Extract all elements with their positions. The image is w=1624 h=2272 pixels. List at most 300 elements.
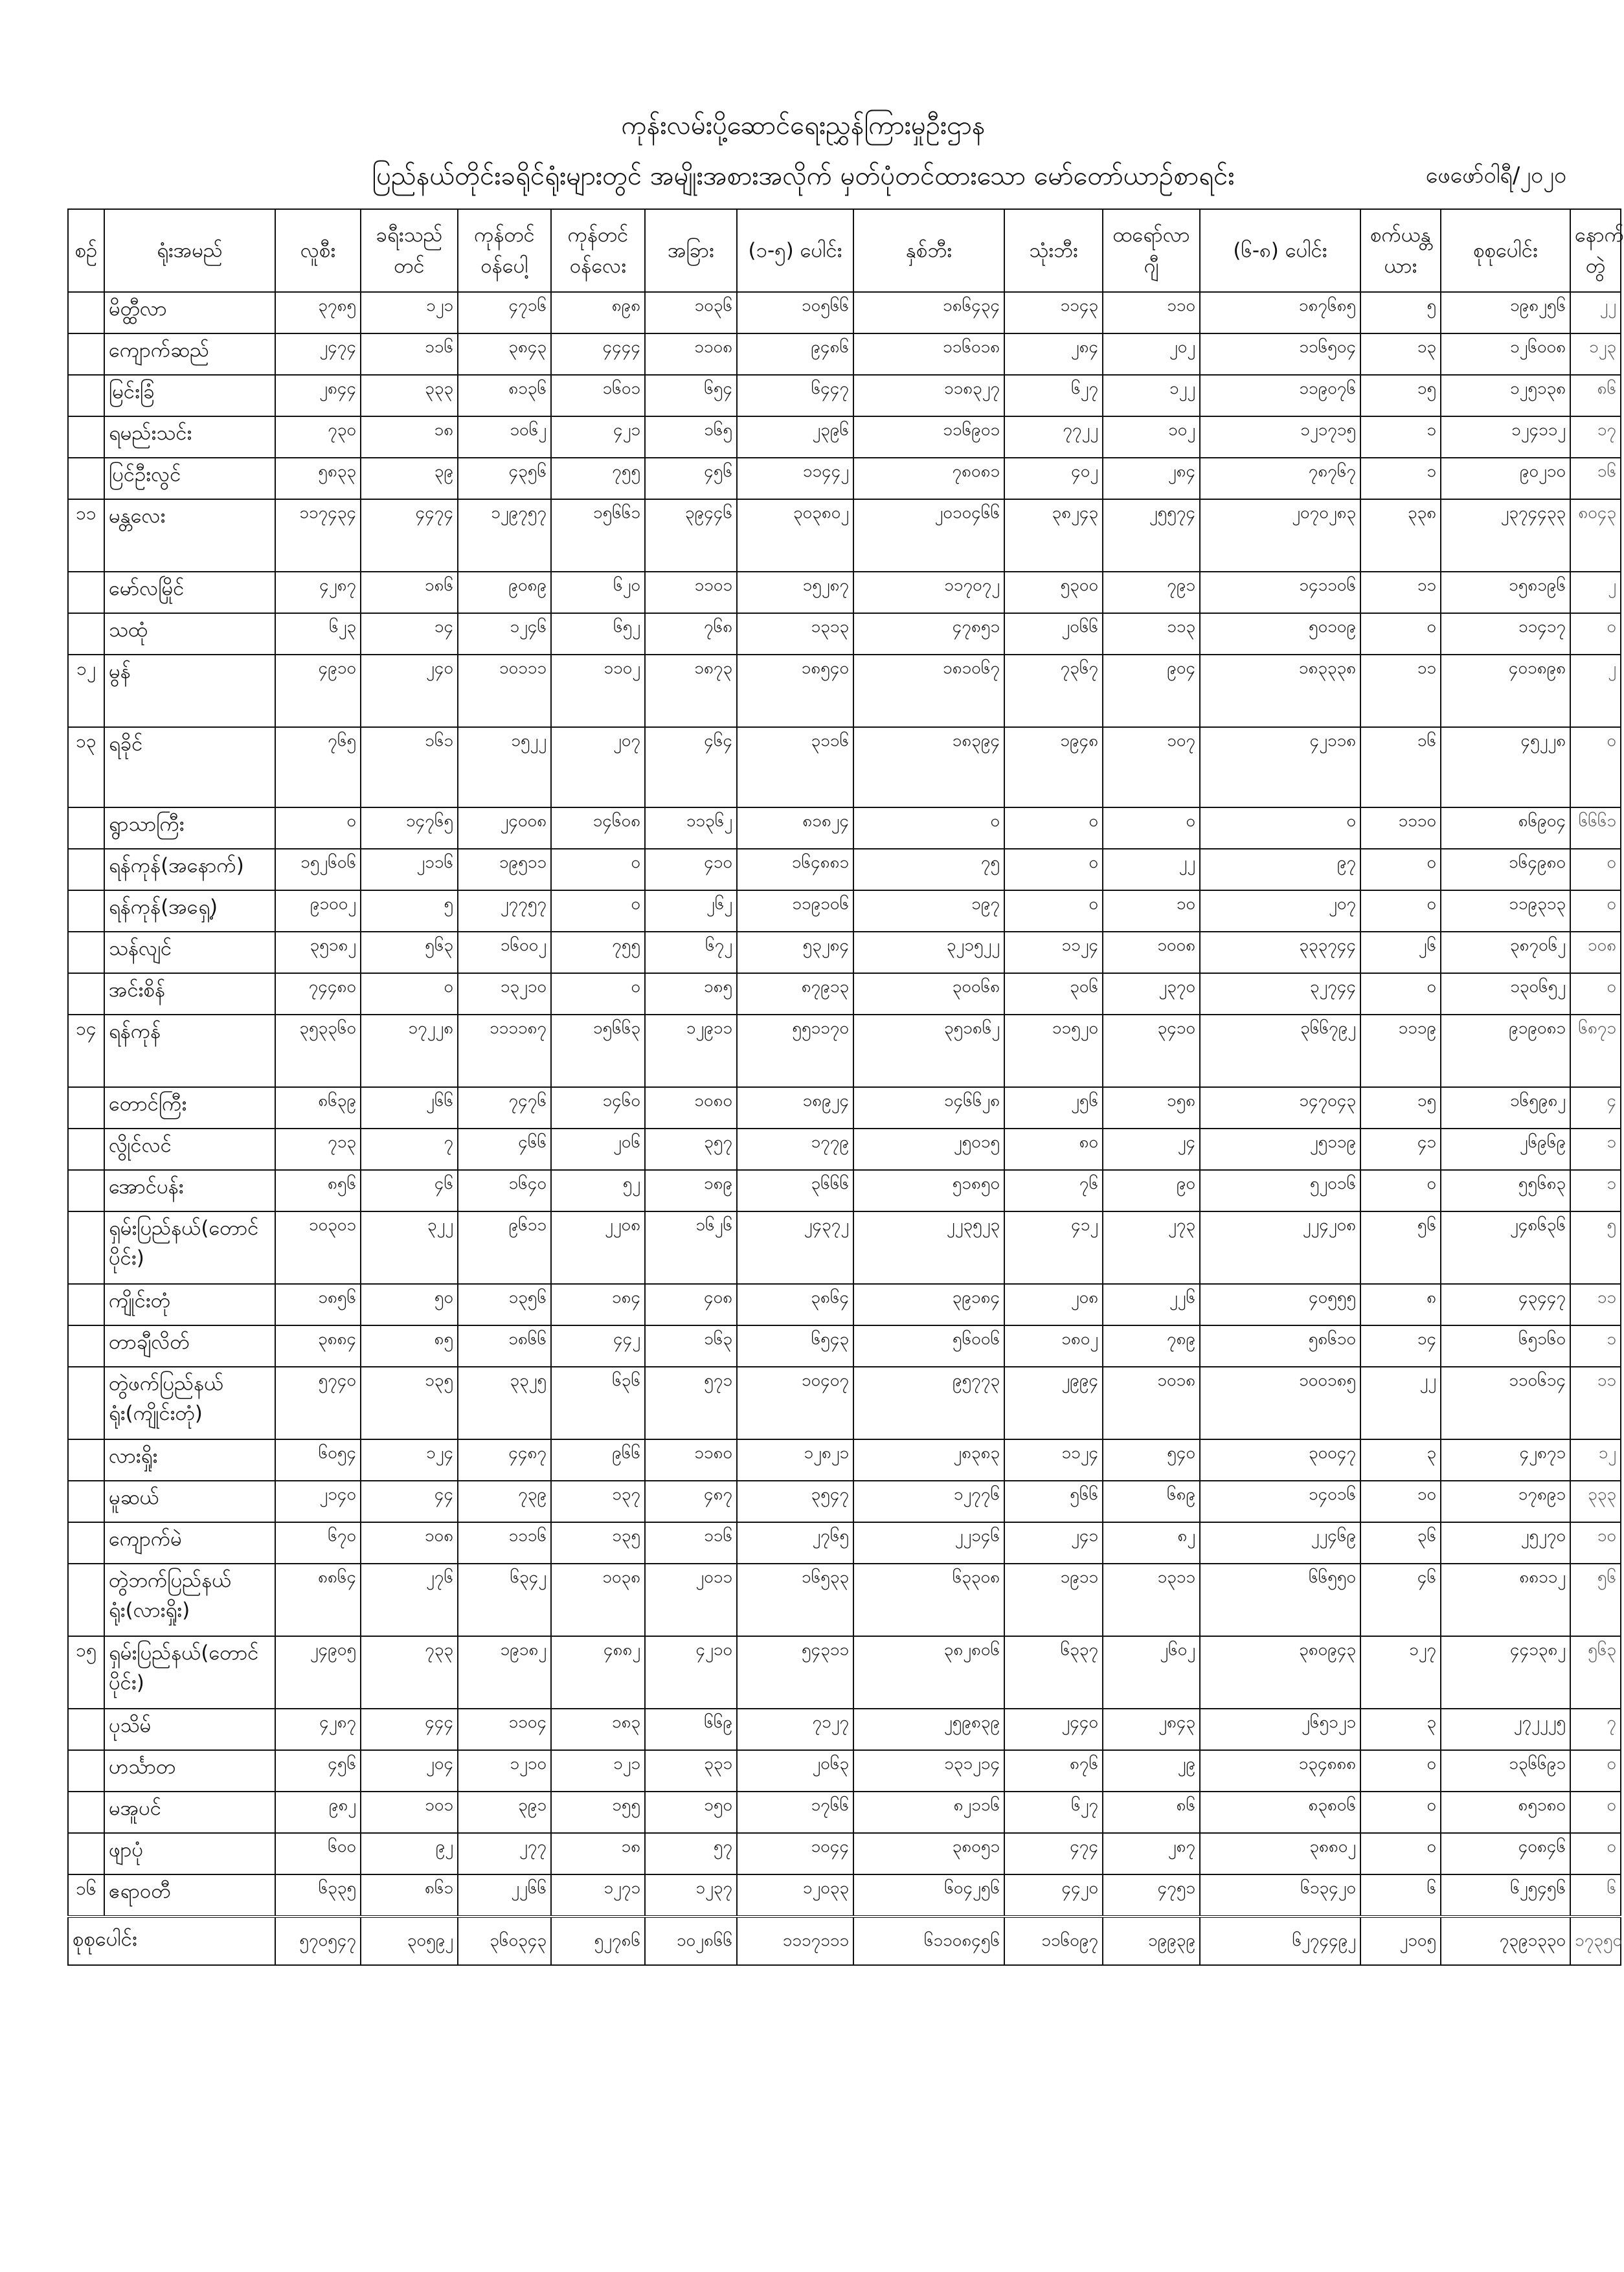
table-cell: ၅၆၀၀၆ — [853, 1325, 1004, 1367]
table-cell: ၉၂ — [361, 1833, 458, 1874]
table-cell: ၇၉၁ — [1103, 572, 1200, 613]
table-cell: ၅၆ — [1570, 1564, 1621, 1636]
row-seq — [68, 1170, 104, 1211]
table-cell: ၁၂၄ — [361, 1439, 458, 1481]
table-cell: ၁၂၁ — [551, 1750, 645, 1792]
table-cell: ၃၁၁၆ — [737, 727, 853, 807]
table-cell: ၁၇၂၂၈ — [361, 1015, 458, 1087]
table-cell: ၂၁၁၆ — [361, 849, 458, 890]
table-cell: ၅ — [361, 890, 458, 932]
table-cell: ၀ — [1570, 1833, 1621, 1874]
table-cell: ၈၅၆ — [275, 1170, 361, 1211]
table-cell: ၁၉၄၈ — [1004, 727, 1103, 807]
table-cell: ၁၃၁၁ — [1103, 1564, 1200, 1636]
office-name: အင်းစိန် — [104, 973, 275, 1015]
table-cell: ၄၆ — [1360, 1564, 1441, 1636]
table-cell: ၂၈၃၈၃ — [853, 1439, 1004, 1481]
table-cell: ၅၈၆၁၀ — [1200, 1325, 1360, 1367]
table-row — [68, 375, 1621, 416]
table-cell: ၁၁၀၁ — [645, 572, 737, 613]
table-cell: ၀ — [1570, 727, 1621, 807]
table-row — [68, 1439, 1621, 1481]
table-row — [68, 932, 1621, 973]
column-header: ကုန်တင်ဝန်လေး — [551, 209, 645, 292]
table-cell: ၇၈၀၈၁ — [853, 458, 1004, 499]
table-cell: ၂၀၇ — [551, 727, 645, 807]
table-row — [68, 1564, 1621, 1636]
table-cell: ၂၄ — [1103, 1129, 1200, 1170]
table-cell: ၉၁၀၀၂ — [275, 890, 361, 932]
table-cell: ၈၈၆၄ — [275, 1564, 361, 1636]
table-cell: ၁၂၁၇၁၅ — [1200, 416, 1360, 458]
table-cell: ၀ — [1004, 807, 1103, 849]
table-cell: ၆၂၃ — [275, 613, 361, 655]
table-cell: ၇၄၄၈၀ — [275, 973, 361, 1015]
table-cell: ၅၇၄၀ — [275, 1367, 361, 1439]
table-cell: ၁၀၀၈ — [1103, 932, 1200, 973]
table-cell: ၄၉၁၀ — [275, 655, 361, 727]
table-cell: ၄၄၈၇ — [458, 1439, 551, 1481]
table-cell: ၁၈၄ — [551, 1284, 645, 1325]
office-name: ရမည်းသင်း — [104, 416, 275, 458]
table-cell: ၁၂၇ — [1360, 1636, 1441, 1709]
table-cell: ၁၈၁၀၆၇ — [853, 655, 1004, 727]
table-cell: ၁၂၁ — [361, 292, 458, 333]
office-name: ရခိုင် — [104, 727, 275, 807]
table-cell: ၂၅၀၁၅ — [853, 1129, 1004, 1170]
table-cell: ၈၈၁၁၂ — [1441, 1564, 1570, 1636]
table-cell: ၁၄ — [361, 613, 458, 655]
table-cell: ၁၁၀၂ — [551, 655, 645, 727]
office-name: ရှမ်းပြည်နယ်(တောင်ပိုင်း) — [104, 1211, 275, 1284]
table-cell: ၀ — [1570, 849, 1621, 890]
table-cell: ၁၂၉၁၁ — [645, 1015, 737, 1087]
table-cell: ၁၃ — [1360, 333, 1441, 375]
table-cell: ၁၇၈၉၁ — [1441, 1481, 1570, 1522]
table-cell: ၄၆၆ — [458, 1129, 551, 1170]
table-cell: ၁၂၃ — [1570, 333, 1621, 375]
table-cell: ၆ — [1360, 1874, 1441, 1917]
total-row — [68, 1917, 1621, 1965]
table-cell: ၄၅၆ — [645, 458, 737, 499]
office-name: ဧရာဝတီ — [104, 1874, 275, 1917]
table-cell: ၈၆၃၉ — [275, 1087, 361, 1129]
table-cell: ၂၅၂၇၀ — [1441, 1522, 1570, 1564]
table-cell: ၅၅၆၈၃ — [1441, 1170, 1570, 1211]
table-cell: ၄၃၅၆ — [458, 458, 551, 499]
table-cell: ၆၅၁၆၀ — [1441, 1325, 1570, 1367]
table-row — [68, 1087, 1621, 1129]
table-cell: ၇၄၇၆ — [458, 1087, 551, 1129]
table-cell: ၁၄၆၀၈ — [551, 807, 645, 849]
table-cell: ၁၁၂၄ — [1004, 1439, 1103, 1481]
table-cell: ၁၉၅၁၁ — [458, 849, 551, 890]
table-cell: ၃၆၆၇၉၂ — [1200, 1015, 1360, 1087]
table-cell: ၆၃၄၂ — [458, 1564, 551, 1636]
table-cell: ၁၈၅၆ — [275, 1284, 361, 1325]
table-cell: ၁၅၅ — [551, 1792, 645, 1833]
table-cell: ၆၈၇၁ — [1570, 1015, 1621, 1087]
table-cell: ၄၀၁၈၉၈ — [1441, 655, 1570, 727]
table-cell: ၁၁၂၄ — [1004, 932, 1103, 973]
table-row — [68, 1636, 1621, 1709]
table-cell: ၅၁၈၅၀ — [853, 1170, 1004, 1211]
table-cell: ၁၀၁၈ — [1103, 1367, 1200, 1439]
column-header: စက်ယန္တယား — [1360, 209, 1441, 292]
table-cell: ၀ — [1360, 1792, 1441, 1833]
table-row — [68, 1325, 1621, 1367]
table-cell: ၁၈၆ — [361, 572, 458, 613]
table-cell: ၁၁၁၁၈၇ — [458, 1015, 551, 1087]
table-cell: ၈၆၁ — [361, 1874, 458, 1917]
table-cell: ၃၀၀၆၈ — [853, 973, 1004, 1015]
table-cell: ၁၁ — [1360, 572, 1441, 613]
table-cell: ၉၇ — [1200, 849, 1360, 890]
table-cell: ၁၀၃၀၁ — [275, 1211, 361, 1284]
table-cell: ၀ — [1570, 973, 1621, 1015]
table-cell: ၁၁ — [1360, 655, 1441, 727]
table-cell: ၃၃၈ — [1360, 499, 1441, 572]
office-name: လွိုင်လင် — [104, 1129, 275, 1170]
table-cell: ၆၂၇ — [1004, 375, 1103, 416]
table-cell: ၃၀၆ — [1004, 973, 1103, 1015]
table-cell: ၈၀၄၃ — [1570, 499, 1621, 572]
row-seq: ၁၄ — [68, 1015, 104, 1087]
table-cell: ၇၃၆၇ — [1004, 655, 1103, 727]
table-cell: ၁၃၀၆၅၂ — [1441, 973, 1570, 1015]
table-cell: ၁၈၆၄၃၄ — [853, 292, 1004, 333]
table-cell: ၄၇၄ — [1004, 1833, 1103, 1874]
table-cell: ၂၀၂ — [1103, 333, 1200, 375]
table-cell: ၂၀၁၁ — [645, 1564, 737, 1636]
table-cell: ၈၉၈ — [551, 292, 645, 333]
table-row — [68, 1522, 1621, 1564]
office-name: တွဲဘက်ပြည်နယ်ရုံး(လားရှိုး) — [104, 1564, 275, 1636]
table-cell: ၁၁ — [1570, 1367, 1621, 1439]
table-cell: ၇၁၃ — [275, 1129, 361, 1170]
table-cell: ၈၀ — [1004, 1129, 1103, 1170]
table-row — [68, 1129, 1621, 1170]
table-cell: ၂၂ — [1103, 849, 1200, 890]
office-name: ကျိုင်းတုံ — [104, 1284, 275, 1325]
table-cell: ၁၅၂၈၇ — [737, 572, 853, 613]
table-cell: ၆၃၃၇ — [1004, 1636, 1103, 1709]
table-cell: ၂၅၁၁၉ — [1200, 1129, 1360, 1170]
table-cell: ၁၈၇၃ — [645, 655, 737, 727]
table-cell: ၁၁၃၆၂ — [645, 807, 737, 849]
table-cell: ၄၀၈ — [645, 1284, 737, 1325]
table-cell: ၅၅၁၁၇၀ — [737, 1015, 853, 1087]
table-cell: ၁၆၂၆ — [645, 1211, 737, 1284]
table-cell: ၁၅၆၆၃ — [551, 1015, 645, 1087]
table-cell: ၁၃၁၃ — [737, 613, 853, 655]
table-row — [68, 1015, 1621, 1087]
table-cell: ၂၂၃၅၂၃ — [853, 1211, 1004, 1284]
table-cell: ၂၃၇၀ — [1103, 973, 1200, 1015]
table-cell: ၁၁၁၆ — [458, 1522, 551, 1564]
table-row — [68, 416, 1621, 458]
table-row — [68, 807, 1621, 849]
table-cell: ၁၅၈၁၉၆ — [1441, 572, 1570, 613]
table-cell: ၁၀၄၄ — [737, 1833, 853, 1874]
row-seq — [68, 890, 104, 932]
row-seq — [68, 807, 104, 849]
table-cell: ၂၆၂ — [645, 890, 737, 932]
table-row — [68, 333, 1621, 375]
table-cell: ၃၅၁၈၆၂ — [853, 1015, 1004, 1087]
total-cell: ၃၆၀၃၄၃ — [458, 1917, 551, 1965]
table-cell: ၄၁ — [1360, 1129, 1441, 1170]
table-cell: ၂၂၄၆၉ — [1200, 1522, 1360, 1564]
office-name: မော်လမြိုင် — [104, 572, 275, 613]
table-cell: ၁၂၀၃၃ — [737, 1874, 853, 1917]
table-cell: ၄၄၁၃၈၂ — [1441, 1636, 1570, 1709]
office-name: ရန်ကုန် — [104, 1015, 275, 1087]
table-cell: ၉၈၂ — [275, 1792, 361, 1833]
table-cell: ၂၅၅၇၄ — [1103, 499, 1200, 572]
table-cell: ၃၈၀၅၁ — [853, 1833, 1004, 1874]
table-cell: ၁၁၀၆၁၄ — [1441, 1367, 1570, 1439]
table-cell: ၁၀၁ — [361, 1792, 458, 1833]
table-cell: ၂၄၀ — [361, 655, 458, 727]
table-cell: ၂၇၂၂၂၅ — [1441, 1709, 1570, 1750]
table-cell: ၀ — [853, 807, 1004, 849]
table-cell: ၄၃၄၄၇ — [1441, 1284, 1570, 1325]
office-name: လားရှိုး — [104, 1439, 275, 1481]
row-seq — [68, 1367, 104, 1439]
row-seq — [68, 1564, 104, 1636]
table-cell: ၅၀၁၀၉ — [1200, 613, 1360, 655]
table-cell: ၇၈၇၆၇ — [1200, 458, 1360, 499]
table-cell: ၇၆၅ — [275, 727, 361, 807]
table-cell: ၆၂၇ — [1004, 1792, 1103, 1833]
row-seq: ၁၁ — [68, 499, 104, 572]
table-cell: ၁၈၉ — [645, 1170, 737, 1211]
table-cell: ၅၄၀ — [1103, 1439, 1200, 1481]
total-cell: ၅၇၀၅၄၇ — [275, 1917, 361, 1965]
column-header: နောက်တွဲ — [1570, 209, 1621, 292]
table-cell: ၃၆ — [1360, 1522, 1441, 1564]
table-cell: ၂၃၉၆ — [737, 416, 853, 458]
table-cell: ၃၉၁ — [458, 1792, 551, 1833]
table-cell: ၈၁၈၂၄ — [737, 807, 853, 849]
table-cell: ၁၀၂ — [1103, 416, 1200, 458]
table-cell: ၁၂၃၇ — [645, 1874, 737, 1917]
table-cell: ၀ — [1360, 1750, 1441, 1792]
column-header: စဉ် — [68, 209, 104, 292]
vehicle-registration-table — [67, 208, 1624, 1966]
table-cell: ၂၆၀၂ — [1103, 1636, 1200, 1709]
row-seq — [68, 849, 104, 890]
table-cell: ၁၄၀၁၆ — [1200, 1481, 1360, 1522]
table-cell: ၁၁၆၀၁၈ — [853, 333, 1004, 375]
table-cell: ၂၀၄ — [361, 1750, 458, 1792]
table-cell: ၂၉၉၄ — [1004, 1367, 1103, 1439]
office-name: ရှမ်းပြည်နယ်(တောင်ပိုင်း) — [104, 1636, 275, 1709]
table-row — [68, 655, 1621, 727]
table-cell: ၁၀၈၀ — [645, 1087, 737, 1129]
row-seq — [68, 458, 104, 499]
table-cell: ၂ — [1570, 655, 1621, 727]
table-cell: ၂၆၆ — [361, 1087, 458, 1129]
table-cell: ၃၈၄၃ — [458, 333, 551, 375]
table-cell: ၂၄၈၆၃၆ — [1441, 1211, 1570, 1284]
table-cell: ၁၁၆ — [361, 333, 458, 375]
table-cell: ၂၆ — [1360, 932, 1441, 973]
table-cell: ၀ — [1004, 890, 1103, 932]
table-cell: ၅ — [1360, 292, 1441, 333]
table-row — [68, 1709, 1621, 1750]
table-cell: ၁၇ — [1570, 416, 1621, 458]
table-header-row — [68, 209, 1621, 292]
table-cell: ၂၀၆၆ — [1004, 613, 1103, 655]
table-cell: ၁၁၆၉၀၁ — [853, 416, 1004, 458]
table-cell: ၅၂၀၁၆ — [1200, 1170, 1360, 1211]
row-seq: ၁၃ — [68, 727, 104, 807]
table-cell: ၇၈၉ — [1103, 1325, 1200, 1367]
row-seq — [68, 1481, 104, 1522]
table-cell: ၂၇၇၅၇ — [458, 890, 551, 932]
table-cell: ၂၄၄၀ — [1004, 1709, 1103, 1750]
table-cell: ၁၃၄၈၈၈ — [1200, 1750, 1360, 1792]
table-cell: ၄၂၁၀ — [645, 1636, 737, 1709]
table-cell: ၁၂၆၀၀၈ — [1441, 333, 1570, 375]
table-cell: ၇၇၂၂ — [1004, 416, 1103, 458]
table-cell: ၁၀၃၆ — [645, 292, 737, 333]
row-seq — [68, 1750, 104, 1792]
table-cell: ၄၇၁၆ — [458, 292, 551, 333]
table-row — [68, 499, 1621, 572]
table-cell: ၂၆၅၁၂၁ — [1200, 1709, 1360, 1750]
row-seq — [68, 1284, 104, 1325]
table-cell: ၈၇၆ — [1004, 1750, 1103, 1792]
table-cell: ၁၂၂ — [1103, 375, 1200, 416]
report-date: ဖေဖော်ဝါရီ/၂၀၂၀ — [1425, 163, 1566, 188]
table-cell: ၃၂၇၄၄ — [1200, 973, 1360, 1015]
table-cell: ၁၁ — [1570, 1284, 1621, 1325]
table-cell: ၄၄၄ — [361, 1709, 458, 1750]
office-name: မိတ္ထီလာ — [104, 292, 275, 333]
table-cell: ၈၇၉၁၃ — [737, 973, 853, 1015]
table-cell: ၄၄၄၄ — [551, 333, 645, 375]
column-header: ခရီးသည်တင် — [361, 209, 458, 292]
table-cell: ၄၈၇ — [645, 1481, 737, 1522]
table-cell: ၁၄၁၁၀၆ — [1200, 572, 1360, 613]
office-name: သန်လျင် — [104, 932, 275, 973]
office-name: ရန်ကုန်(အရှေ့) — [104, 890, 275, 932]
table-row — [68, 1284, 1621, 1325]
table-cell: ၁၃၅ — [551, 1522, 645, 1564]
table-cell: ၁၂၈၂၁ — [737, 1439, 853, 1481]
table-cell: ၁ — [1360, 416, 1441, 458]
table-cell: ၂၅၉၈၃၉ — [853, 1709, 1004, 1750]
table-cell: ၆၀၅၄ — [275, 1439, 361, 1481]
table-cell: ၁၅၀ — [645, 1792, 737, 1833]
table-cell: ၄ — [1570, 1087, 1621, 1129]
table-cell: ၇၆ — [1004, 1170, 1103, 1211]
table-cell: ၁၃၁၂၁၄ — [853, 1750, 1004, 1792]
table-cell: ၂၀၈ — [1004, 1284, 1103, 1325]
table-cell: ၆၀၄၂၅၆ — [853, 1874, 1004, 1917]
table-cell: ၇၆၈ — [645, 613, 737, 655]
total-cell: ၆၁၁၀၈၄၅၆ — [853, 1917, 1004, 1965]
row-seq — [68, 1709, 104, 1750]
table-cell: ၀ — [1360, 890, 1441, 932]
total-cell: ၁၁၁၇၁၁၁ — [737, 1917, 853, 1965]
table-cell: ၂၂ — [1570, 292, 1621, 333]
table-cell: ၇၅ — [853, 849, 1004, 890]
table-cell: ၅၃၂၈၄ — [737, 932, 853, 973]
table-cell: ၈၃၈၀၆ — [1200, 1792, 1360, 1833]
table-cell: ၄၄၂ — [551, 1325, 645, 1367]
table-cell: ၈၅ — [361, 1325, 458, 1367]
table-cell: ၅၆၃ — [361, 932, 458, 973]
row-seq — [68, 292, 104, 333]
table-cell: ၃၈၇၀၆၂ — [1441, 932, 1570, 973]
table-cell: ၃၅၃၃၆၀ — [275, 1015, 361, 1087]
table-cell: ၀ — [551, 849, 645, 890]
table-cell: ၆၂၅၄၅၆ — [1441, 1874, 1570, 1917]
table-cell: ၂၈၄၃ — [1103, 1709, 1200, 1750]
table-cell: ၁၅၂၂ — [458, 727, 551, 807]
row-seq — [68, 973, 104, 1015]
table-cell: ၄၆ — [361, 1170, 458, 1211]
table-cell: ၁၀၁၁၁ — [458, 655, 551, 727]
table-cell: ၂၅၆ — [1004, 1087, 1103, 1129]
table-cell: ၅၇ — [645, 1833, 737, 1874]
total-cell: ၁၇၃၅၀ — [1570, 1917, 1621, 1965]
table-cell: ၄၈၈၂ — [551, 1636, 645, 1709]
table-cell: ၆ — [1570, 1874, 1621, 1917]
total-cell: ၁၉၉၃၉ — [1103, 1917, 1200, 1965]
table-cell: ၁၈၅၄၀ — [737, 655, 853, 727]
table-cell: ၂၂၆ — [1103, 1284, 1200, 1325]
table-cell: ၉၅၇၇၃ — [853, 1367, 1004, 1439]
table-cell: ၆၀၀ — [275, 1833, 361, 1874]
table-cell: ၂၄၇၄ — [275, 333, 361, 375]
total-cell: ၁၀၂၈၆၆ — [645, 1917, 737, 1965]
table-cell: ၄၂၁၁၈ — [1200, 727, 1360, 807]
table-cell: ၀ — [551, 890, 645, 932]
table-cell: ၅၆၃ — [1570, 1636, 1621, 1709]
table-cell: ၂၂၀၈ — [551, 1211, 645, 1284]
table-cell: ၁၄၇၆၅ — [361, 807, 458, 849]
table-cell: ၉၀၄ — [1103, 655, 1200, 727]
table-cell: ၉၄၈၆ — [737, 333, 853, 375]
table-cell: ၁၅၈ — [1103, 1087, 1200, 1129]
table-cell: ၅၄၃၁၁ — [737, 1636, 853, 1709]
table-cell: ၃၈၀၉၄၃ — [1200, 1636, 1360, 1709]
table-cell: ၈၂ — [1103, 1522, 1200, 1564]
table-cell: ၃၃၃ — [1570, 1481, 1621, 1522]
table-cell: ၆၄၄၇ — [737, 375, 853, 416]
table-cell: ၈၅၁၈၀ — [1441, 1792, 1570, 1833]
row-seq — [68, 1129, 104, 1170]
table-cell: ၁၂ — [1570, 1439, 1621, 1481]
table-cell: ၈၁၃၆ — [458, 375, 551, 416]
table-cell: ၇၅၅ — [551, 932, 645, 973]
row-seq — [68, 1325, 104, 1367]
row-seq: ၁၆ — [68, 1874, 104, 1917]
table-cell: ၁၀၇ — [1103, 727, 1200, 807]
table-cell: ၅၆ — [1360, 1211, 1441, 1284]
table-row — [68, 1211, 1621, 1284]
table-cell: ၅၈၃၃ — [275, 458, 361, 499]
table-cell: ၂၄၀၀၈ — [458, 807, 551, 849]
table-cell: ၁၄၇၀၄၃ — [1200, 1087, 1360, 1129]
table-cell: ၁၁၁၀ — [1360, 807, 1441, 849]
table-cell: ၄၂၈၇၁ — [1441, 1439, 1570, 1481]
